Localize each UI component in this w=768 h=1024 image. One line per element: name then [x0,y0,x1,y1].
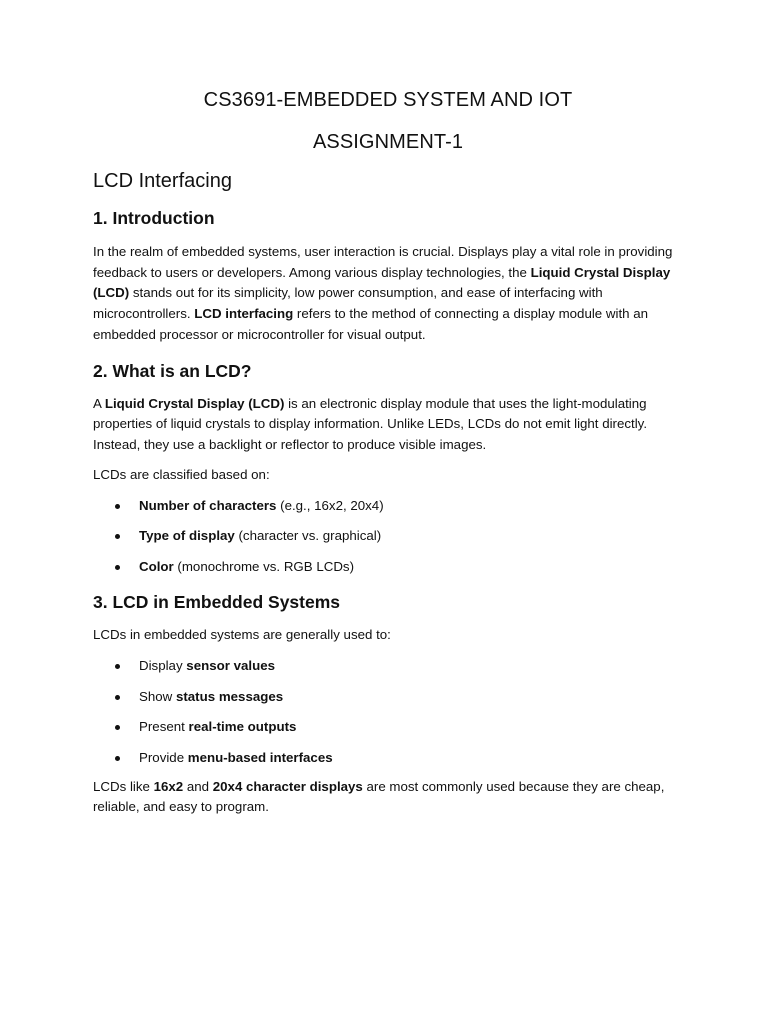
section-heading-introduction: 1. Introduction [93,208,215,228]
list-item [93,717,683,737]
list-item-text: Provide [139,749,188,765]
list-item [93,526,683,546]
list-item [93,557,683,577]
bullet-icon [115,565,120,570]
conclusion-bold-20x4: 20x4 character displays [212,778,363,794]
topic-heading: LCD Interfacing [93,170,232,192]
section-heading-embedded-systems: 3. LCD in Embedded Systems [93,591,341,612]
section-heading-what-is-lcd: 2. What is an LCD? [93,360,252,381]
conclusion-text-2: and [183,778,213,794]
course-title: CS3691-EMBEDDED SYSTEM AND IOT [203,89,573,111]
list-item-bold: Type of display [139,528,235,544]
list-item-bold: real-time outputs [188,719,297,735]
list-item-bold: Color [139,558,174,574]
conclusion-text-1: LCDs like [93,778,154,794]
list-item-bold: Number of characters [139,497,277,513]
what-is-lcd-paragraph [93,394,683,456]
list-item-bold: status messages [175,688,284,704]
list-item [93,656,683,676]
introduction-paragraph [93,242,683,346]
list-item-text: Show [139,688,176,704]
list-item-text: (character vs. graphical) [234,528,382,544]
bullet-icon [115,725,120,730]
conclusion-paragraph [93,777,683,818]
list-item-text: (monochrome vs. RGB LCDs) [173,558,355,574]
intro-bold-lcd: Liquid Crystal Display (LCD) [93,264,671,301]
conclusion-bold-16x2: 16x2 [153,778,184,794]
bullet-icon [115,504,120,509]
list-item [93,687,683,707]
document-page [93,88,683,818]
list-item-text: (e.g., 16x2, 20x4) [276,497,384,513]
intro-text-3: refers to the method of connecting a display module with an embedded processor or microcontroller for visual output. [93,306,649,342]
usage-intro-paragraph: LCDs in embedded systems are generally used to: [93,626,391,642]
classification-list [93,496,683,577]
usage-list [93,656,683,768]
assignment-title: ASSIGNMENT-1 [312,131,464,153]
list-item-bold: sensor values [186,658,275,674]
bullet-icon [115,664,120,669]
lcd-text-2: is an electronic display module that uses the light-modulating properties of liquid crystals to display information. Unlike LEDs, LCDs do not emit light directly. Instead, they use a backlight or reflector to produce visible images. [93,395,648,452]
list-item-bold: menu-based interfaces [187,749,333,765]
classified-paragraph: LCDs are classified based on: [93,466,270,482]
lcd-bold-name: Liquid Crystal Display (LCD) [104,395,285,411]
list-item-text: Display [139,658,187,674]
intro-text-1: In the realm of embedded systems, user interaction is crucial. Displays play a vital role in providing feedback to users or developers. Among various display technologies, the [93,244,673,280]
list-item [93,496,683,516]
bullet-icon [115,534,120,539]
bullet-icon [115,695,120,700]
intro-bold-interfacing: LCD interfacing [194,306,294,322]
list-item-text: Present [139,719,189,735]
bullet-icon [115,756,120,761]
lcd-text-1: A [93,395,105,411]
conclusion-text-3: are most commonly used because they are cheap, reliable, and easy to program. [93,778,665,815]
list-item [93,748,683,768]
intro-text-2: stands out for its simplicity, low power consumption, and ease of interfacing with microcontrollers. [93,285,603,322]
